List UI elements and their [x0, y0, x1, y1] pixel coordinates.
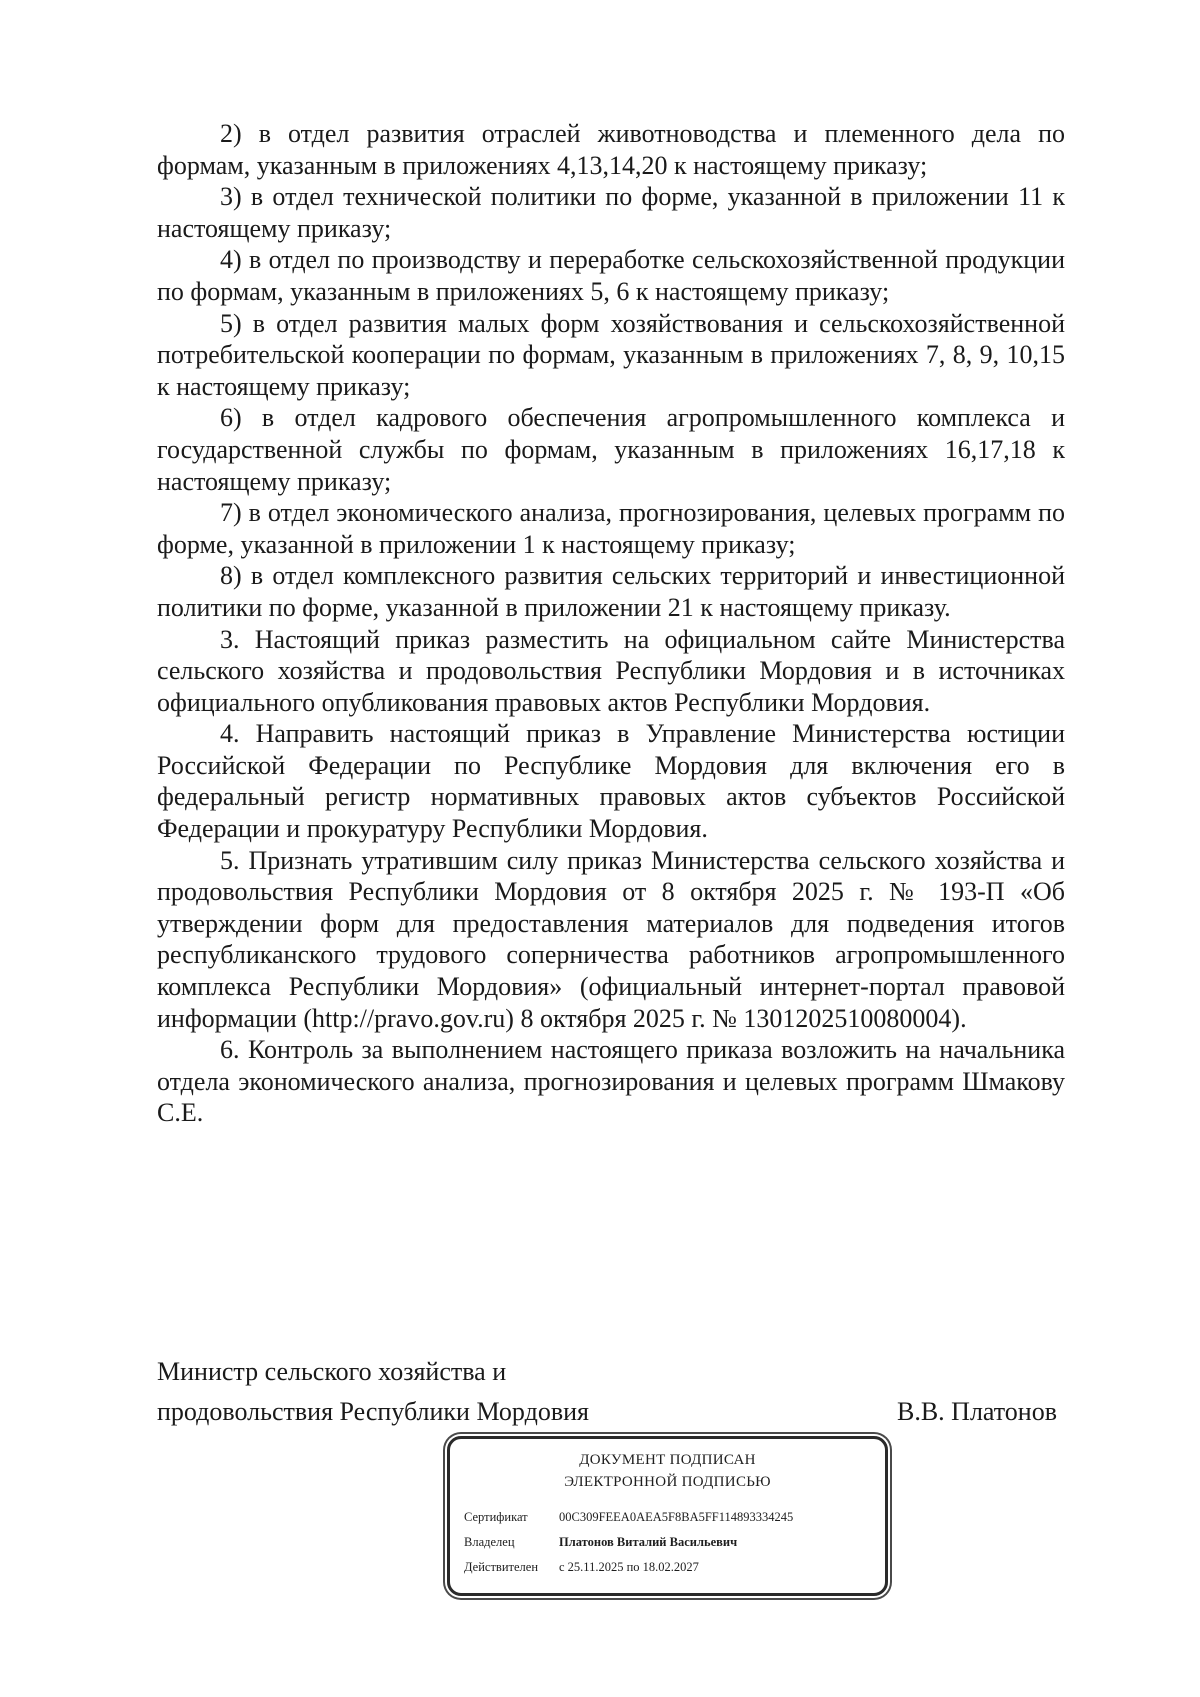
paragraph-item-6: 6) в отдел кадрового обеспечения агропромышленного комплекса и государственной службы по формам, указанным в приложениях 16,17,18 к настоящему приказу;: [157, 403, 1065, 496]
paragraph-item-7: 7) в отдел экономического анализа, прогнозирования, целевых программ по форме, указанной в приложении 1 к настоящему приказу;: [157, 498, 1065, 559]
stamp-row-validity: [464, 1555, 885, 1580]
owner-value: Платонов Виталий Васильевич: [559, 1535, 738, 1549]
paragraph-item-2: 2) в отдел развития отраслей животноводства и племенного дела по формам, указанным в приложениях 4,13,14,20 к настоящему приказу;: [157, 119, 1065, 180]
signatory-position-line1: Министр сельского хозяйства и: [157, 1357, 507, 1386]
stamp-row-certificate: [464, 1505, 885, 1530]
stamp-row-owner: [464, 1530, 885, 1555]
stamp-header-line1: ДОКУМЕНТ ПОДПИСАН: [579, 1452, 756, 1468]
certificate-label: Сертификат: [464, 1510, 528, 1524]
paragraph-section-5: 5. Признать утратившим силу приказ Министерства сельского хозяйства и продовольствия Республики Мордовия от 8 октября 2025 г. № 193-П «Об утверждении форм для предоставления материалов для подведения итогов республиканского трудового соперничества работников агропромышленного комплекса Республики Мордовия» (официальный интернет-портал правовой информации (http://pravo.gov.ru) 8 октября 2025 г. № 1301202510080004).: [157, 845, 1065, 1033]
document-body: [157, 118, 1065, 1129]
signatory-position-line2: продовольствия Республики Мордовия: [157, 1397, 589, 1426]
owner-label: Владелец: [464, 1535, 515, 1549]
paragraph-item-3: 3) в отдел технической политики по форме, указанной в приложении 11 к настоящему приказу;: [157, 182, 1065, 243]
stamp-header: [450, 1449, 885, 1493]
paragraph-section-4: 4. Направить настоящий приказ в Управление Министерства юстиции Российской Федерации по Республике Мордовия для включения его в федеральный регистр нормативных правовых актов субъектов Российской Федерации и прокуратуру Республики Мордовия.: [157, 719, 1065, 844]
paragraph-item-5: 5) в отдел развития малых форм хозяйствования и сельскохозяйственной потребительской кооперации по формам, указанным в приложениях 7, 8, 9, 10,15 к настоящему приказу;: [157, 308, 1065, 401]
electronic-signature-stamp: [447, 1436, 888, 1596]
stamp-details: [450, 1505, 885, 1580]
paragraph-item-4: 4) в отдел по производству и переработке сельскохозяйственной продукции по формам, указанным в приложениях 5, 6 к настоящему приказу;: [157, 245, 1065, 306]
paragraph-section-6: 6. Контроль за выполнением настоящего приказа возложить на начальника отдела экономического анализа, прогнозирования и целевых программ Шмакову С.Е.: [157, 1035, 1065, 1128]
validity-value: с 25.11.2025 по 18.02.2027: [559, 1560, 699, 1574]
signatory-name: В.В. Платонов: [896, 1397, 1057, 1426]
stamp-header-line2: ЭЛЕКТРОННОЙ ПОДПИСЬЮ: [564, 1474, 771, 1490]
certificate-value: 00C309FEEA0AEA5F8BA5FF114893334245: [559, 1510, 794, 1524]
paragraph-section-3: 3. Настоящий приказ разместить на официальном сайте Министерства сельского хозяйства и продовольствия Республики Мордовия и в источниках официального опубликования правовых актов Республики Мордовия.: [157, 624, 1065, 717]
paragraph-item-8: 8) в отдел комплексного развития сельских территорий и инвестиционной политики по форме, указанной в приложении 21 к настоящему приказу.: [157, 561, 1065, 622]
validity-label: Действителен: [464, 1560, 539, 1574]
signature-block: [157, 1352, 1057, 1432]
